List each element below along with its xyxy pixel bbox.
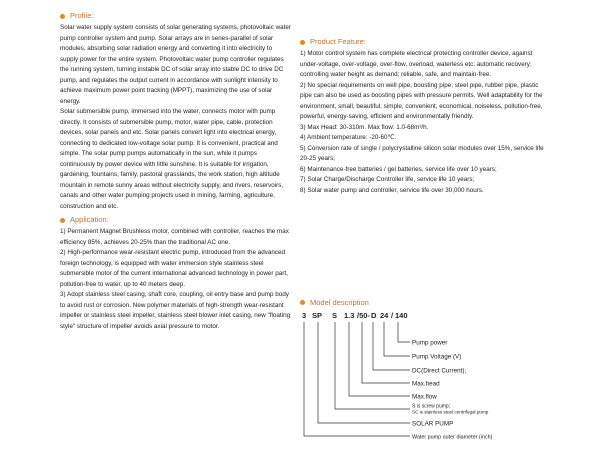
model-label: Pump power [412,339,448,347]
feature-item: 5) Conversion rate of single / polycrystalline silicon solar modules over 15%, service life 20-25 years; [300,144,544,162]
model-label: Water pump outer diameter (inch) [412,434,493,441]
application-item: 2) High-performance wear-resistant electric pump, introduced from the advanced foreign technology, is equipped with water immersion style stainless steel submersible motor of the current international advanced technology in power part, pollution-free to water, up to 40 meters deep. [60,249,288,288]
feature-item: 6) Maintenance-free batteries / gel batteries, service life over 10 years; [300,165,497,173]
model-code-part: S [332,311,338,320]
profile-paragraph: Solar water supply system consists of solar generating systems, photovoltaic water pump controller system and pump. Solar arrays are in series-parallel of solar modules, absorbing solar radiation energy and converting it into electricity to supply power for the entire system. Photovoltaic water pump controller regulates the running system, turning instable DC of solar array into stable DC to drive DC pump, and regulates the output current in accordance with sunlight intensity to achieve maximum power point tracking (MPPT), maximizing the use of solar energy. [60,24,291,105]
leader-line [304,322,410,436]
model-code-part: 140 [395,311,408,320]
model-code-part: / [391,311,394,320]
model-label: SOLAR PUMP [412,420,454,428]
model-description-heading-text: Model description [310,297,369,307]
model-label: Max.head [412,380,440,388]
feature-item: 4) Ambient temperature: -20-60℃. [300,134,397,141]
feature-item: 3) Max Head: 30-310m. Max flow: 1.0-68m³/h. [300,123,429,131]
profile-heading-text: Profile: [70,10,94,20]
application-item: 3) Adopt stainless steel casing, shaft core, coupling, oil entry base and pump body to avoid rust or corrosion. New polymer materials of high-strength wear-resistant impeller or stainless steel impeller, stainless steel blower inlet casing, new "floating style" structure of impeller avoids axial pressure to motor. [60,291,291,330]
model-code-part: 24 [380,311,389,320]
application-item: 1) Permanent Magnet Brushless motor, combined with controller, reaches the max efficiency 85%, achieves 20-25% than the traditional AC one. [60,228,289,246]
feature-item: 1) Motor control system has complete electrical protecting controller device, against under-voltage, over-voltage, over-flow, overload, waterless etc; automatic recovery; controlling water height as demand; reliable, safe, and maintain-free. [300,50,533,78]
model-code-part: 1.3 [344,311,355,320]
leader-line [349,322,410,396]
leader-line [373,322,410,370]
model-code-part: D [371,311,377,320]
leader-line [362,322,410,383]
model-label: Max.flow [412,393,437,401]
leader-line [398,322,410,342]
leader-line [384,322,410,356]
application-heading-text: Application: [70,214,109,224]
model-label: Pump Voltage (V) [412,353,462,361]
model-code-part: SP [312,311,323,320]
model-code-part: 3 [302,311,307,320]
feature-item: 7) Solar Charge/Discharge Controller life, service life 10 years; [300,176,475,183]
model-label: DC(Direct Current); [412,367,467,375]
leader-line [318,322,410,423]
model-label: SC is stainless steel centrifugal pump [412,409,489,415]
model-code-part: /50- [357,311,370,320]
model-label: S is screw pump; [412,403,451,410]
feature-item: 2) No special requirements on well pipe, boosting pipe; steel pipe, rubber pipe, plastic pipe can also be used as boosting pipes with pressure permits. Well adaptability for the environment, small, beautiful, simple, convenient, economical, noiseless, pollution-free, powerful, energy-saving, efficient and environmentally friendly. [300,81,543,120]
product-feature-heading-text: Product Feature: [310,36,366,46]
profile-paragraph: Solar submersible pump, immersed into the water, connects motor with pump directly. It consists of submersible pump, motor, water pipe, cable, protection devices, solar panels and etc. Solar panels convert light into electrical energy, connecting to dedicated low-voltage solar pump. It is convenient, practical and simple. The solar pump pumps automatically in the sun, while it pumps continuously by power device with little sunshine. It is suitable for irrigation, gardening, fountains, family, pastoral grasslands, the work station, high altitude mountain in remote sunny areas without electricity supply, and rivers, reservoirs, canals and other water pumping projects used in mining, farming, agriculture, construction and etc. [60,108,284,210]
feature-item: 8) Solar water pump and controller, service life over 30,000 hours. [300,186,484,194]
